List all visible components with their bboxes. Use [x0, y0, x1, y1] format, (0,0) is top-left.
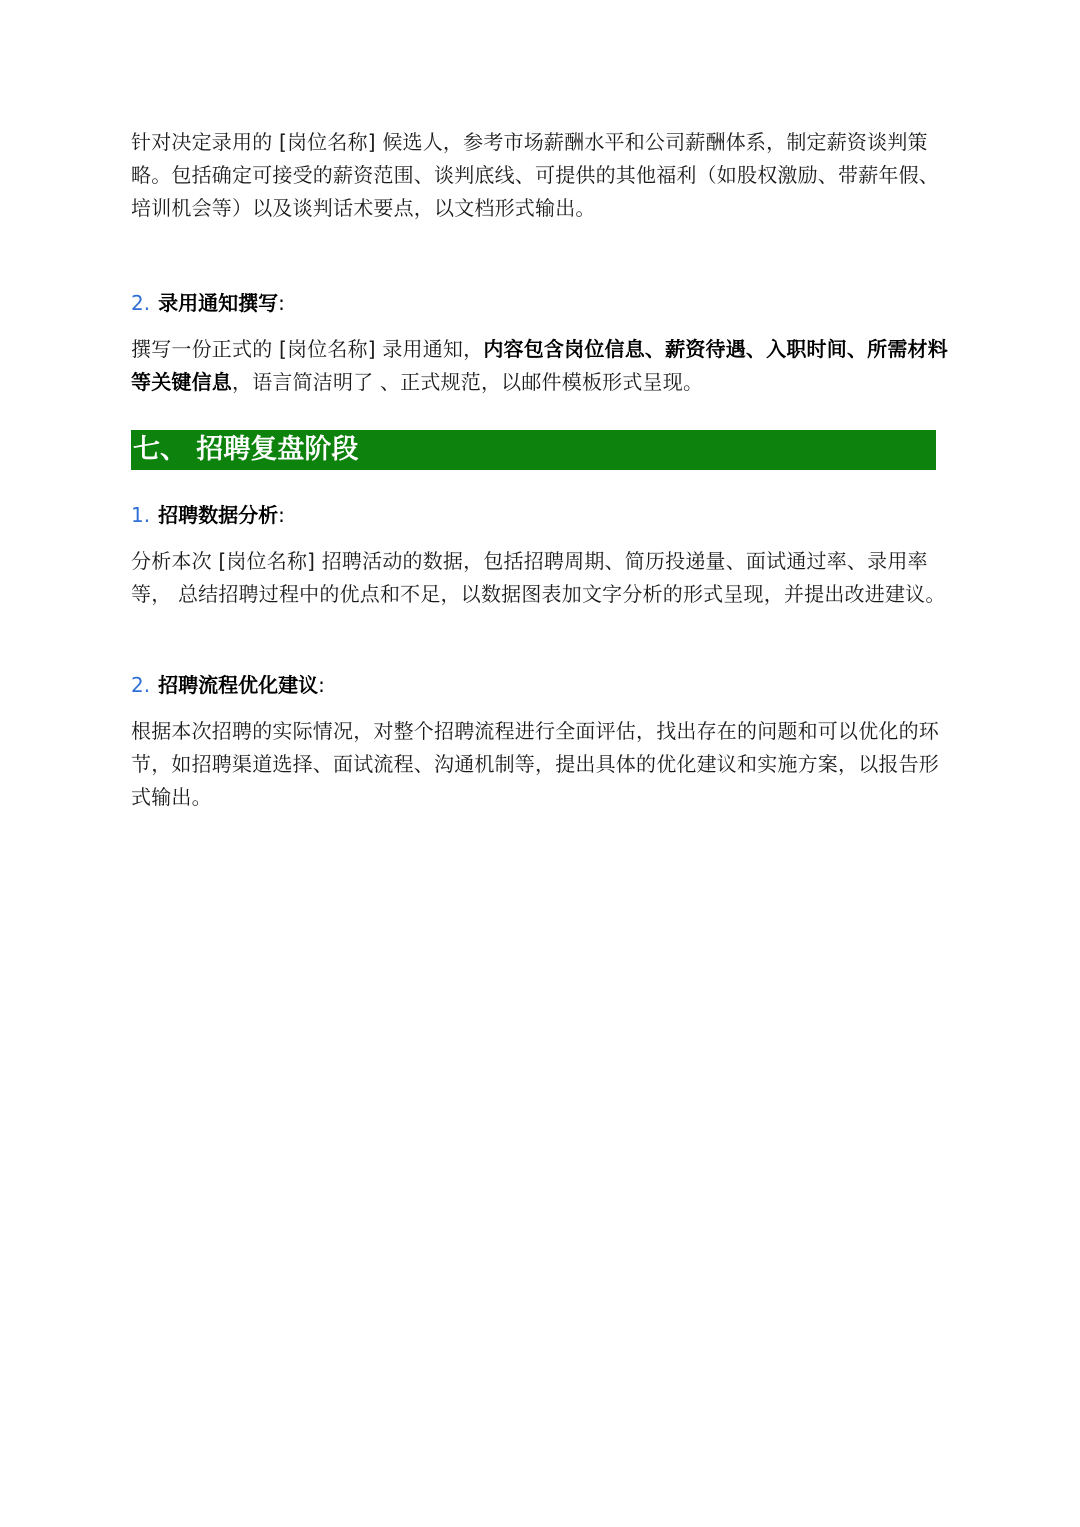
item-number: 2.	[131, 291, 151, 315]
optimize-paragraph: 根据本次招聘的实际情况，对整个招聘流程进行全面评估，找出存在的问题和可以优化的环节，如招聘渠道选择、面试流程、沟通机制等，提出具体的优化建议和实施方案，以报告形式输出。	[131, 719, 939, 809]
item-colon: :	[318, 673, 325, 697]
intro-paragraph: 针对决定录用的 [岗位名称] 候选人，参考市场薪酬水平和公司薪酬体系，制定薪资谈判策略。包括确定可接受的薪资范围、谈判底线、可提供的其他福利（如股权激励、带薪年假、培训机会等）以及谈判话术要点，以文档形式输出。	[131, 130, 939, 220]
item-colon: :	[278, 291, 285, 315]
analysis-paragraph: 分析本次 [岗位名称] 招聘活动的数据，包括招聘周期、简历投递量、面试通过率、录用率等， 总结招聘过程中的优点和不足，以数据图表加文字分析的形式呈现，并提出改进建议。	[131, 549, 946, 606]
item-offer-heading	[131, 289, 953, 317]
item-title: 录用通知撰写	[158, 291, 279, 315]
document-page	[131, 126, 953, 814]
item-title: 招聘数据分析	[158, 503, 279, 527]
offer-text-after: ，语言简洁明了 、正式规范，以邮件模板形式呈现。	[232, 370, 704, 394]
item-colon: :	[278, 503, 285, 527]
item-title: 招聘流程优化建议	[158, 673, 319, 697]
item-number: 2.	[131, 673, 151, 697]
section-7-title: 七、 招聘复盘阶段	[133, 434, 359, 465]
offer-text-before: 撰写一份正式的 [岗位名称] 录用通知，	[131, 337, 484, 361]
offer-text-bold: 内容包含岗位信息、薪资待遇、入职时间、所需材料等关键信息	[131, 337, 948, 394]
section-7-banner	[131, 430, 936, 470]
offer-paragraph	[131, 333, 953, 399]
item-optimize-heading	[131, 671, 953, 699]
item-analysis-heading	[131, 501, 953, 529]
item-number: 1.	[131, 503, 151, 527]
